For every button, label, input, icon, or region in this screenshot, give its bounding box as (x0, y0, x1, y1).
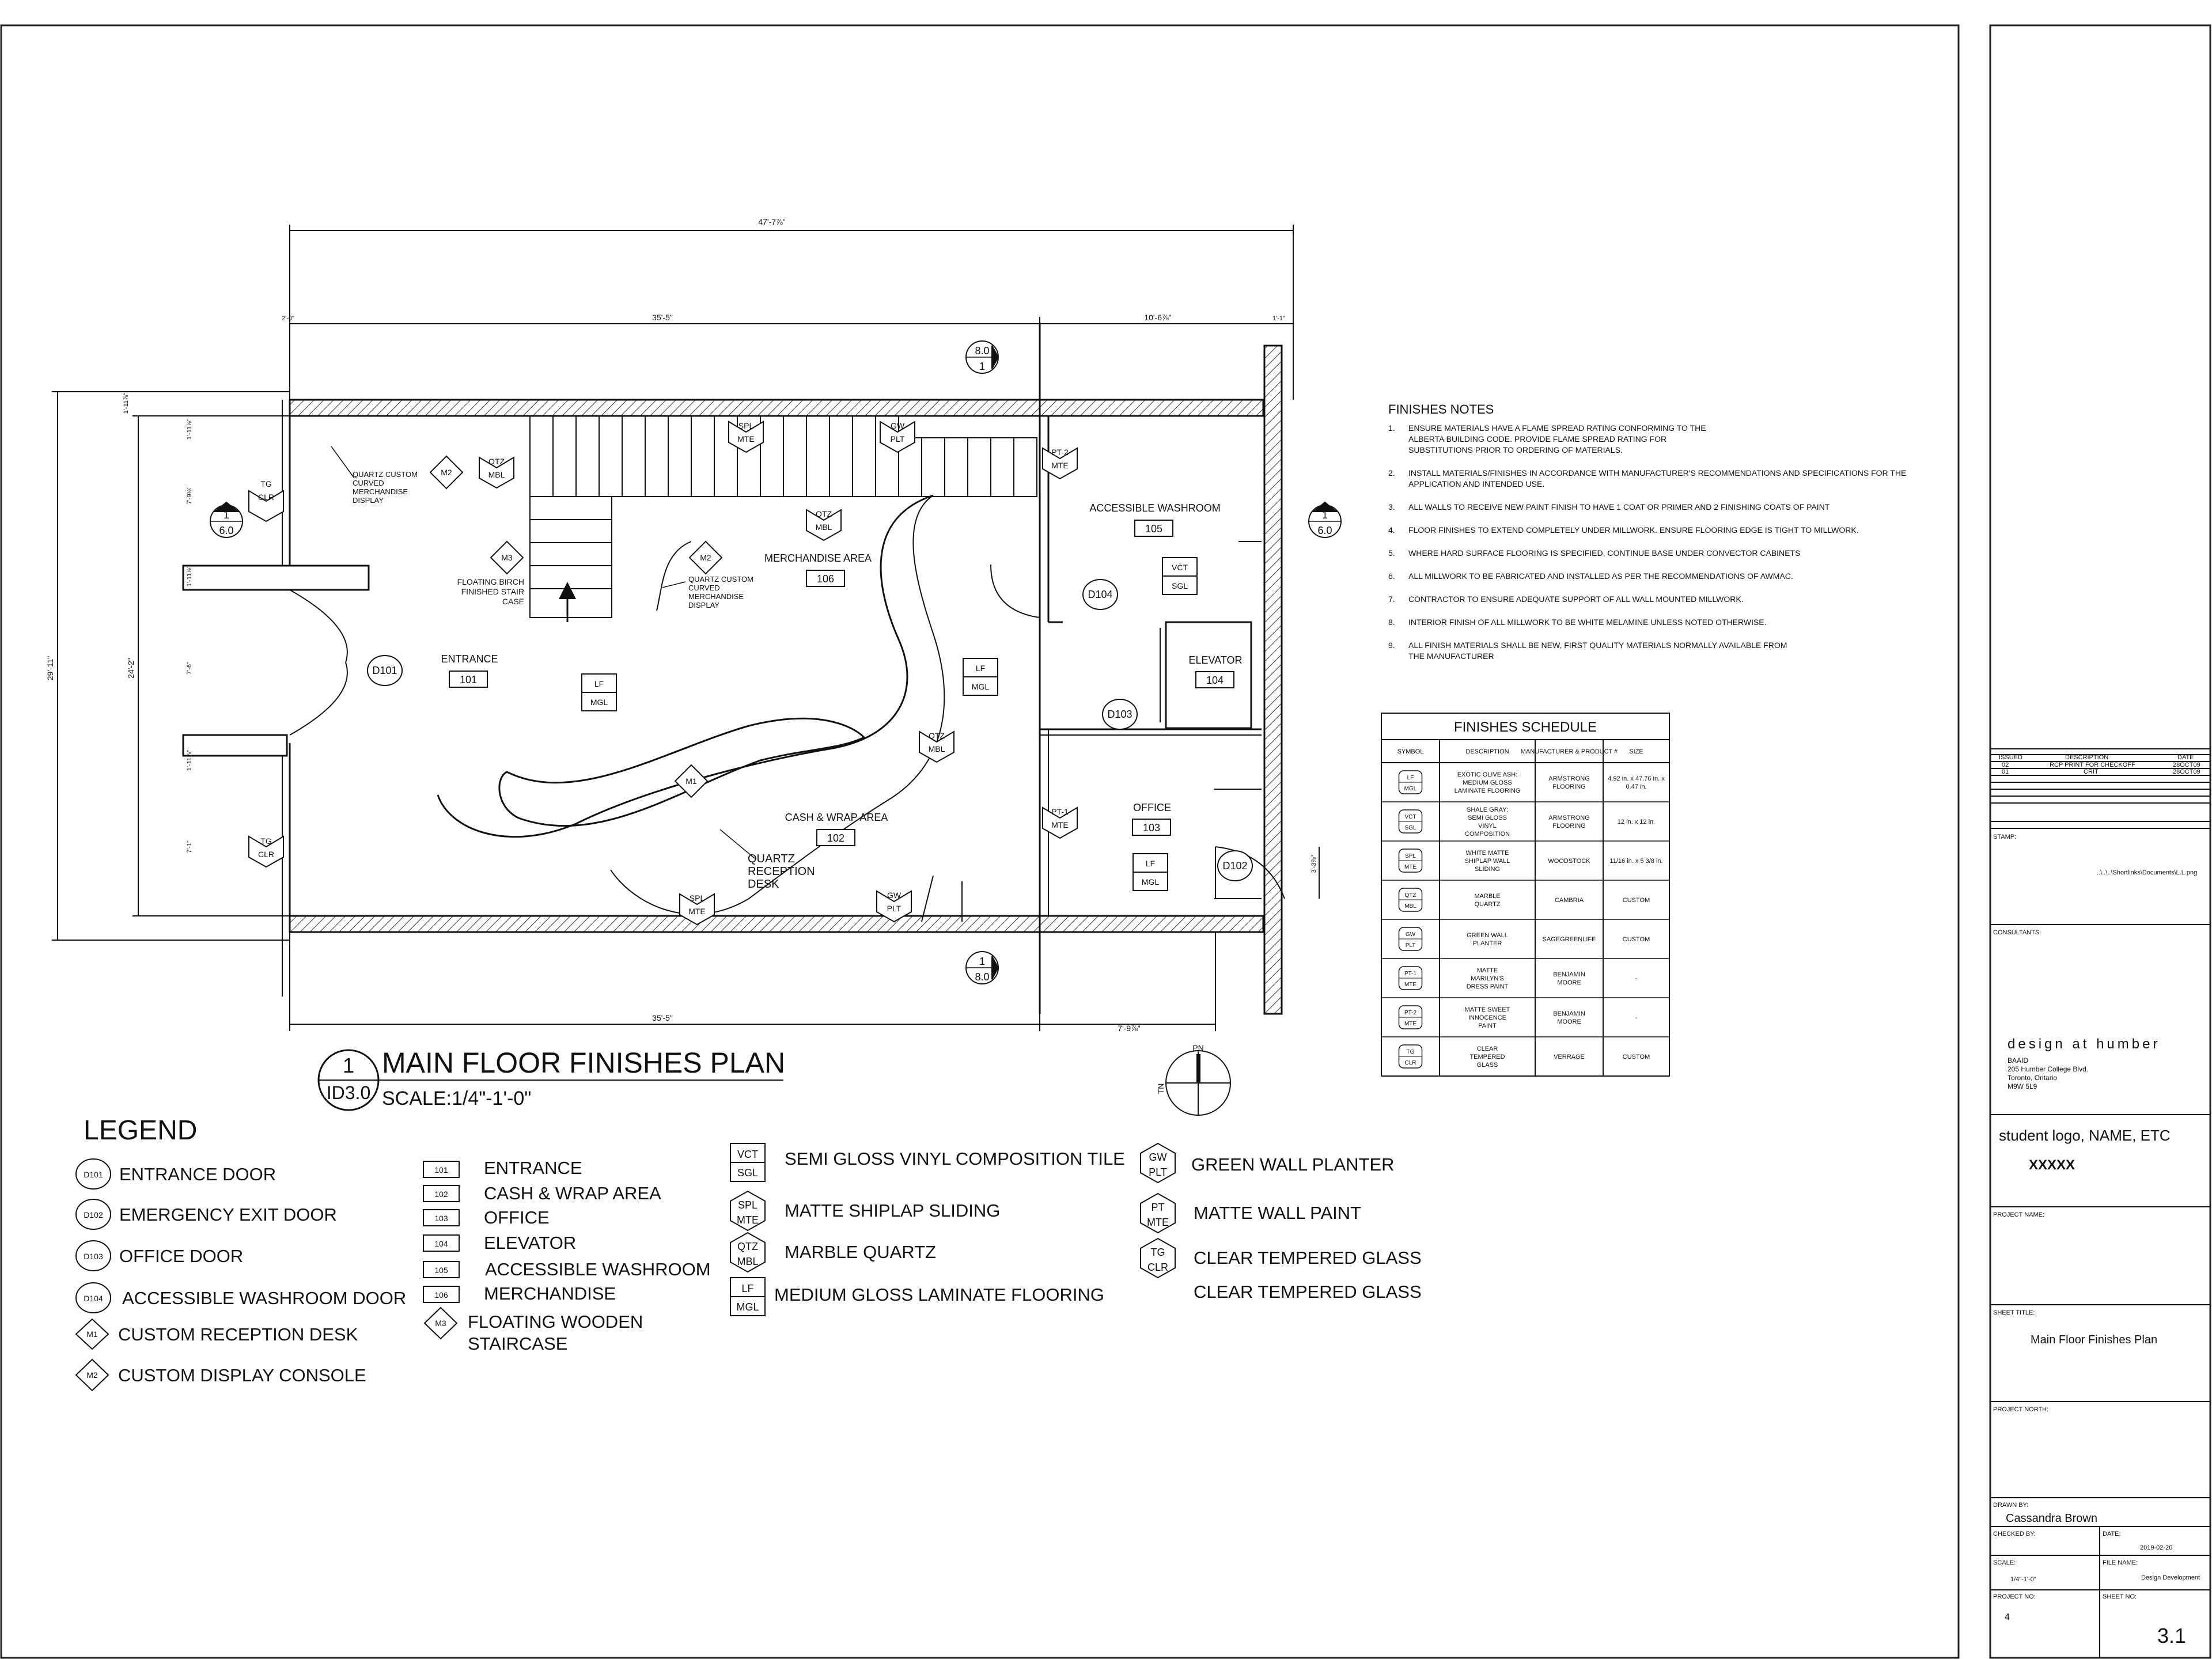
east-wall (1264, 346, 1282, 1014)
legend-door-d101: ENTRANCE DOOR (119, 1164, 276, 1184)
tag-mte-bottom: MTE (688, 907, 706, 916)
schedule-desc: COMPOSITION (1464, 831, 1510, 838)
note-line: ALL WALLS TO RECEIVE NEW PAINT FINISH TO HAVE 1 COAT OR PRIMER AND 2 FINISHING COATS OF PAINT (1408, 502, 1830, 512)
note-number: 9. (1388, 641, 1395, 650)
note-line: INSTALL MATERIALS/FINISHES IN ACCORDANCE WITH MANUFACTURER'S RECOMMENDATIONS AND SPECIFICATIONS FOR THE (1408, 468, 1907, 478)
schedule-header: DESCRIPTION (1465, 748, 1509, 755)
stamp-label: STAMP: (1993, 834, 2017, 840)
tag-qtz-2: QTZ (816, 509, 832, 518)
firm-line-2: 205 Humber College Blvd. (2008, 1065, 2089, 1073)
finishes-schedule (1381, 713, 1669, 1076)
tag-lf-1: LF (594, 679, 604, 688)
note-number: 5. (1388, 548, 1395, 558)
legend-door-d104: ACCESSIBLE WASHROOM DOOR (122, 1288, 407, 1308)
schedule-symbol-top: PT-2 (1404, 1010, 1417, 1016)
schedule-symbol-bottom: MBL (1404, 903, 1416, 910)
tag-pt2-mte: MTE (1051, 461, 1069, 470)
tag-m3: M3 (501, 553, 513, 562)
firm-line-3: Toronto, Ontario (2008, 1074, 2058, 1082)
schedule-desc: SLIDING (1474, 866, 1501, 873)
tag-tg-bottom: TG (260, 836, 272, 846)
schedule-desc: MEDIUM GLOSS (1463, 779, 1512, 786)
dim-left-inner: 24'-2" (126, 658, 135, 679)
dim-top-right: 10'-6⅞" (1144, 313, 1172, 322)
dim-overall-width: 47'-7⅞" (758, 217, 786, 226)
schedule-size: CUSTOM (1622, 897, 1650, 904)
legend-finish-qtz: MARBLE QUARTZ (785, 1242, 936, 1262)
schedule-desc: MARILYN'S (1471, 975, 1504, 982)
tag-m1: M1 (685, 777, 697, 786)
dim-left-c: 7'-9⅛" (186, 486, 193, 505)
room-num-office: 103 (1142, 822, 1161, 834)
schedule-size: CUSTOM (1622, 1054, 1650, 1060)
tag-m2-b: M2 (700, 553, 711, 562)
tag-mgl-3: MGL (1141, 877, 1160, 887)
schedule-desc: CLEAR (1476, 1046, 1498, 1052)
dim-left-e: 7'-6" (186, 662, 193, 675)
drawn-by-label: DRAWN BY: (1993, 1502, 2029, 1509)
room-name-entrance: ENTRANCE (441, 653, 498, 665)
note-number: 2. (1388, 468, 1395, 478)
schedule-symbol-bottom: MTE (1404, 864, 1417, 870)
note-number: 6. (1388, 571, 1395, 581)
schedule-desc: PAINT (1478, 1022, 1497, 1029)
firm-line-4: M9W 5L9 (2008, 1082, 2037, 1090)
legend-finish-tag-vct: VCT (737, 1149, 758, 1160)
schedule-symbol-top: SPL (1405, 853, 1416, 859)
legend-room-num-104: 104 (434, 1239, 448, 1248)
legend-room-num-101: 101 (434, 1165, 448, 1175)
schedule-symbol-bottom: MTE (1404, 982, 1417, 988)
schedule-mfr: FLOORING (1552, 783, 1586, 790)
sheet-no-label: SHEET NO: (2103, 1593, 2137, 1600)
legend-m3-line2: STAIRCASE (468, 1334, 568, 1354)
schedule-header: MANUFACTURER & PRODUCT # (1520, 748, 1618, 755)
project-north-label: PROJECT NORTH: (1993, 1406, 2049, 1413)
note-line: INTERIOR FINISH OF ALL MILLWORK TO BE WHITE MELAMINE UNLESS NOTED OTHERWISE. (1408, 618, 1767, 627)
consultants-label: CONSULTANTS: (1993, 929, 2041, 936)
legend-room-num-102: 102 (434, 1190, 448, 1199)
schedule-size: CUSTOM (1622, 936, 1650, 943)
tag-vct: VCT (1172, 563, 1188, 572)
dim-left-overall: 29'-11" (46, 656, 55, 681)
section-marker-4-top: 1 (1321, 509, 1328, 521)
schedule-desc: SEMI GLOSS (1468, 815, 1507, 821)
tag-tg-top: TG (260, 479, 272, 488)
legend-finish-extra: CLEAR TEMPERED GLASS (1194, 1282, 1422, 1302)
legend-room-num-105: 105 (434, 1266, 448, 1275)
dim-left-a: 1'-11⅞" (123, 392, 130, 414)
legend-finish-tag-pt-mte: MTE (1147, 1217, 1169, 1228)
note-line: APPLICATION AND INTENDED USE. (1408, 479, 1545, 488)
legend-door-d103: OFFICE DOOR (119, 1246, 244, 1266)
legend-room-num-103: 103 (434, 1214, 448, 1223)
schedule-mfr: ARMSTRONG (1548, 775, 1590, 782)
schedule-header: SYMBOL (1397, 748, 1424, 755)
legend-finish-tag-sgl: SGL (737, 1167, 759, 1179)
legend-finish-tag-mbl: MBL (737, 1256, 759, 1267)
schedule-symbol-top: LF (1407, 775, 1414, 781)
floor-plan (46, 217, 1341, 1033)
issue-01-desc: CRIT (2084, 768, 2099, 775)
tag-spl-bottom: SPL (689, 893, 705, 903)
dim-bottom-left: 35'-5" (652, 1013, 673, 1022)
schedule-size: 12 in. x 12 in. (1617, 819, 1656, 825)
section-marker-3-top: 1 (223, 509, 230, 521)
note-line: ENSURE MATERIALS HAVE A FLAME SPREAD RATING CONFORMING TO THE (1408, 423, 1706, 433)
schedule-desc: VINYL (1478, 823, 1497, 830)
schedule-desc: PLANTER (1472, 940, 1502, 947)
legend-finish-tag-gw: GW (1149, 1152, 1167, 1163)
tag-clr-top: CLR (257, 493, 275, 502)
project-no: 4 (2005, 1612, 2010, 1622)
tag-mbl-2: MBL (815, 522, 832, 532)
section-marker-2-top: 1 (979, 956, 986, 967)
schedule-symbol-top: PT-1 (1404, 971, 1417, 977)
project-name-label: PROJECT NAME: (1993, 1211, 2045, 1218)
schedule-desc: MATTE SWEET (1464, 1006, 1510, 1013)
legend-room-num-106: 106 (434, 1290, 448, 1300)
schedule-mfr: FLOORING (1552, 823, 1586, 830)
tag-mte-top: MTE (737, 434, 755, 444)
legend-finish-tag-tg: TG (1150, 1247, 1165, 1258)
sheet-title: Main Floor Finishes Plan (2031, 1334, 2158, 1346)
checked-by-label: CHECKED BY: (1993, 1531, 2036, 1537)
sheet-no: 3.1 (2157, 1624, 2187, 1647)
section-marker-4-bottom: 6.0 (1317, 525, 1332, 536)
schedule-title: FINISHES SCHEDULE (1453, 719, 1597, 735)
schedule-symbol-bottom: MGL (1404, 786, 1417, 792)
note-number: 1. (1388, 423, 1395, 433)
schedule-size: - (1635, 1014, 1638, 1021)
schedule-desc: GLASS (1476, 1062, 1498, 1069)
dim-left-f: 1'-11⅞" (186, 749, 193, 771)
legend-room-101: ENTRANCE (484, 1158, 582, 1178)
plan-callout-sheet: ID3.0 (326, 1082, 371, 1103)
section-marker-3-bottom: 6.0 (219, 525, 234, 536)
issue-01-no: 01 (2002, 768, 2009, 775)
note-number: 8. (1388, 618, 1395, 627)
schedule-mfr: MOORE (1557, 1018, 1581, 1025)
door-tag-d104: D104 (1088, 589, 1113, 600)
south-wall (290, 916, 1263, 932)
note-quartz-display-2: QUARTZ CUSTOM CURVED MERCHANDISE DISPLAY (688, 575, 753, 609)
north-wall (290, 400, 1263, 416)
door-tag-d103: D103 (1107, 709, 1132, 720)
issue-02-no: 02 (2002, 762, 2009, 768)
student-logo: student logo, NAME, ETC (1999, 1127, 2171, 1144)
dim-top-small-b: 1'-1" (1272, 315, 1285, 322)
legend-finish-tag-mte: MTE (737, 1214, 759, 1226)
legend-door-d102: EMERGENCY EXIT DOOR (119, 1205, 337, 1225)
firm-line-1: BAAID (2008, 1056, 2029, 1065)
note-stair: FLOATING BIRCH FINISHED STAIR CASE (457, 577, 524, 606)
legend-m3-tag: M3 (435, 1319, 446, 1328)
legend-finish-tag-spl: SPL (737, 1199, 758, 1211)
schedule-desc: SHALE GRAY: (1467, 806, 1508, 813)
issue-02-desc: RCP PRINT FOR CHECKOFF (2050, 762, 2135, 768)
door-tag-d101: D101 (372, 665, 397, 676)
schedule-mfr: MOORE (1557, 979, 1581, 986)
legend-m1-tag: M1 (86, 1330, 98, 1339)
door-tag-d102: D102 (1222, 860, 1248, 872)
schedule-desc: MATTE (1476, 967, 1498, 974)
legend-m3-line1: FLOATING WOODEN (468, 1312, 643, 1332)
plan-callout-num: 1 (342, 1054, 355, 1077)
issue-01-date: 28OCT09 (2173, 768, 2200, 775)
note-line: SUBSTITUTIONS PRIOR TO ORDERING OF MATERIALS. (1408, 445, 1623, 454)
tag-spl-top: SPL (738, 421, 754, 430)
dim-left-b: 1'-11⅞" (186, 418, 193, 440)
date-value: 2019-02-26 (2140, 1544, 2173, 1551)
room-name-washroom: ACCESSIBLE WASHROOM (1089, 502, 1221, 514)
tag-gw-bottom: GW (887, 891, 902, 900)
schedule-size: 4.92 in. x 47.76 in. x (1608, 775, 1665, 782)
issue-02-date: 28OCT09 (2173, 762, 2200, 768)
tag-mbl-3: MBL (928, 744, 945, 753)
schedule-symbol-bottom: SGL (1404, 825, 1416, 831)
legend-finish-lf: MEDIUM GLOSS LAMINATE FLOORING (774, 1285, 1105, 1305)
dim-right-door: 3'-3⅞" (1310, 855, 1317, 873)
legend-room-102: CASH & WRAP AREA (484, 1183, 661, 1203)
scale-label: SCALE: (1993, 1559, 2016, 1566)
dim-left-g: 7'-1" (186, 840, 193, 853)
stamp-file: ..\..\..\Shortlinks\Documents\L.L.png (2097, 869, 2198, 876)
schedule-mfr: VERRAGE (1554, 1054, 1585, 1060)
schedule-mfr: BENJAMIN (1553, 971, 1585, 978)
legend-finish-spl: MATTE SHIPLAP SLIDING (785, 1200, 1001, 1221)
legend-m2: CUSTOM DISPLAY CONSOLE (118, 1365, 366, 1385)
schedule-size: 11/16 in. x 5 3/8 in. (1609, 858, 1663, 865)
legend-room-104: ELEVATOR (484, 1233, 577, 1253)
note-line: ALL FINISH MATERIALS SHALL BE NEW, FIRST QUALITY MATERIALS NORMALLY AVAILABLE FROM (1408, 641, 1787, 650)
file-name-value: Design Development (2141, 1574, 2200, 1581)
sheet-title-label: SHEET TITLE: (1993, 1309, 2035, 1316)
drawn-by: Cassandra Brown (2006, 1512, 2097, 1525)
legend-finish-tag-lf: LF (741, 1283, 754, 1294)
schedule-symbol-bottom: CLR (1404, 1060, 1416, 1066)
schedule-desc: DRESS PAINT (1466, 983, 1509, 990)
note-number: 3. (1388, 502, 1395, 512)
schedule-mfr: WOODSTOCK (1548, 858, 1590, 865)
tag-qtz-1: QTZ (488, 457, 505, 466)
note-reception-desk: QUARTZ RECEPTION DESK (748, 853, 815, 891)
note-line: WHERE HARD SURFACE FLOORING IS SPECIFIED, CONTINUE BASE UNDER CONVECTOR CABINETS (1408, 548, 1801, 558)
schedule-size: 0.47 in. (1626, 783, 1647, 790)
notes-list (1388, 423, 1906, 661)
legend-finish-vct: SEMI GLOSS VINYL COMPOSITION TILE (785, 1149, 1125, 1169)
reception-desk (499, 718, 864, 825)
legend-room-103: OFFICE (484, 1207, 550, 1228)
room-num-entrance: 101 (459, 674, 478, 685)
schedule-symbol-top: VCT (1404, 814, 1416, 820)
room-name-merchandise: MERCHANDISE AREA (764, 552, 872, 564)
schedule-desc: TEMPERED (1469, 1054, 1505, 1060)
schedule-desc: INNOCENCE (1468, 1014, 1507, 1021)
schedule-mfr: BENJAMIN (1553, 1010, 1585, 1017)
note-line: FLOOR FINISHES TO EXTEND COMPLETELY UNDER MILLWORK. ENSURE FLOORING EDGE IS TIGHT TO MILLWORK. (1408, 525, 1859, 535)
room-num-washroom: 105 (1145, 523, 1163, 535)
plan-scale: SCALE:1/4"-1'-0" (382, 1088, 532, 1109)
firm-name: design at humber (2008, 1036, 2161, 1052)
dim-top-small-a: 2'-0" (282, 315, 294, 322)
note-line: THE MANUFACTURER (1408, 652, 1494, 661)
project-no-label: PROJECT NO: (1993, 1593, 2036, 1600)
schedule-desc: WHITE MATTE (1465, 850, 1509, 857)
note-line: ALL MILLWORK TO BE FABRICATED AND INSTALLED AS PER THE RECOMMENDATIONS OF AWMAC. (1408, 571, 1793, 581)
schedule-desc: LAMINATE FLOORING (1454, 787, 1521, 794)
legend-finish-tag-mgl: MGL (736, 1301, 759, 1313)
legend-finish-tg: CLEAR TEMPERED GLASS (1194, 1248, 1422, 1268)
tag-clr-bottom: CLR (257, 850, 275, 859)
schedule-symbol-top: GW (1405, 931, 1416, 938)
note-number: 4. (1388, 525, 1395, 535)
room-name-elevator: ELEVATOR (1188, 654, 1243, 666)
legend-room-105: ACCESSIBLE WASHROOM (485, 1259, 711, 1279)
student-xxxxx: XXXXX (2029, 1157, 2075, 1173)
notes-title: FINISHES NOTES (1388, 402, 1494, 416)
tag-mbl-1: MBL (488, 470, 505, 479)
plan-title: MAIN FLOOR FINISHES PLAN (382, 1047, 786, 1079)
legend-door-tag-d104: D104 (84, 1294, 103, 1303)
legend-title: LEGEND (84, 1115, 198, 1146)
dim-bottom-right: 7'-9⅞" (1118, 1024, 1141, 1033)
dim-left-d: 1'-11⅞" (186, 565, 193, 587)
tag-mgl-2: MGL (971, 682, 990, 691)
note-quartz-display: QUARTZ CUSTOM CURVED MERCHANDISE DISPLAY (353, 470, 418, 505)
legend-finish-tag-clr: CLR (1147, 1262, 1169, 1273)
section-marker-1-top: 8.0 (975, 345, 990, 357)
issue-header-date: DATE (2177, 754, 2194, 761)
room-name-office: OFFICE (1133, 802, 1171, 813)
schedule-symbol-top: TG (1406, 1049, 1415, 1055)
schedule-desc: EXOTIC OLIVE ASH: (1457, 771, 1518, 778)
legend-finish-tag-plt: PLT (1149, 1166, 1167, 1178)
legend-room-106: MERCHANDISE (484, 1283, 616, 1304)
tag-plt-bottom: PLT (887, 904, 902, 913)
schedule-desc: QUARTZ (1474, 901, 1501, 908)
tag-lf-3: LF (1145, 859, 1156, 868)
tag-qtz-3: QTZ (929, 731, 945, 740)
tag-pt1: PT-1 (1051, 807, 1069, 816)
schedule-size: - (1635, 975, 1638, 982)
tag-gw-top: GW (890, 421, 905, 430)
legend-door-tag-d102: D102 (84, 1210, 103, 1219)
schedule-desc: GREEN WALL (1467, 932, 1508, 939)
sheet-border (1, 25, 1959, 1658)
dim-top-left: 35'-5" (652, 313, 673, 322)
schedule-desc: MARBLE (1474, 893, 1501, 900)
legend-finish-pt: MATTE WALL PAINT (1194, 1203, 1362, 1223)
note-line: ALBERTA BUILDING CODE. PROVIDE FLAME SPREAD RATING FOR (1408, 434, 1667, 444)
tag-lf-2: LF (975, 664, 986, 673)
schedule-symbol-top: QTZ (1404, 892, 1416, 899)
legend-finish-tag-qtz: QTZ (737, 1241, 758, 1252)
true-north-label: TN (1156, 1083, 1165, 1094)
legend-door-tag-d103: D103 (84, 1252, 103, 1261)
tag-plt-top: PLT (890, 434, 905, 444)
section-marker-1-bottom: 1 (979, 361, 986, 372)
file-name-label: FILE NAME: (2103, 1559, 2138, 1566)
date-label: DATE: (2103, 1531, 2121, 1537)
legend-finish-gw: GREEN WALL PLANTER (1191, 1154, 1395, 1175)
staircase (530, 416, 1037, 618)
schedule-symbol-bottom: MTE (1404, 1021, 1417, 1027)
room-num-cashwrap: 102 (827, 832, 845, 844)
room-name-cashwrap: CASH & WRAP AREA (785, 812, 888, 823)
schedule-header: SIZE (1629, 748, 1643, 755)
tag-m2-a: M2 (441, 468, 452, 477)
section-marker-2-bottom: 8.0 (975, 971, 990, 983)
schedule-mfr: SAGEGREENLIFE (1542, 936, 1596, 943)
room-num-merchandise: 106 (816, 573, 835, 585)
note-line: CONTRACTOR TO ENSURE ADEQUATE SUPPORT OF ALL WALL MOUNTED MILLWORK. (1408, 594, 1744, 604)
schedule-desc: SHIPLAP WALL (1464, 858, 1510, 865)
tag-pt2: PT-2 (1051, 448, 1069, 457)
legend-m2-tag: M2 (86, 1370, 98, 1380)
room-num-elevator: 104 (1206, 675, 1224, 686)
schedule-symbol-bottom: PLT (1405, 942, 1416, 949)
scale-value: 1/4"-1'-0" (2010, 1576, 2036, 1583)
north-label: PN (1192, 1043, 1204, 1052)
tag-pt1-mte: MTE (1051, 820, 1069, 830)
schedule-mfr: ARMSTRONG (1548, 815, 1590, 821)
issue-header-description: DESCRIPTION (2065, 754, 2109, 761)
issue-header-issued: ISSUED (1999, 754, 2022, 761)
tag-sgl: SGL (1171, 581, 1188, 590)
legend-door-tag-d101: D101 (84, 1170, 103, 1179)
legend-m1: CUSTOM RECEPTION DESK (118, 1324, 358, 1344)
legend-finish-tag-pt: PT (1151, 1202, 1165, 1213)
note-number: 7. (1388, 594, 1395, 604)
schedule-mfr: CAMBRIA (1554, 897, 1584, 904)
tag-mgl-1: MGL (590, 698, 608, 707)
